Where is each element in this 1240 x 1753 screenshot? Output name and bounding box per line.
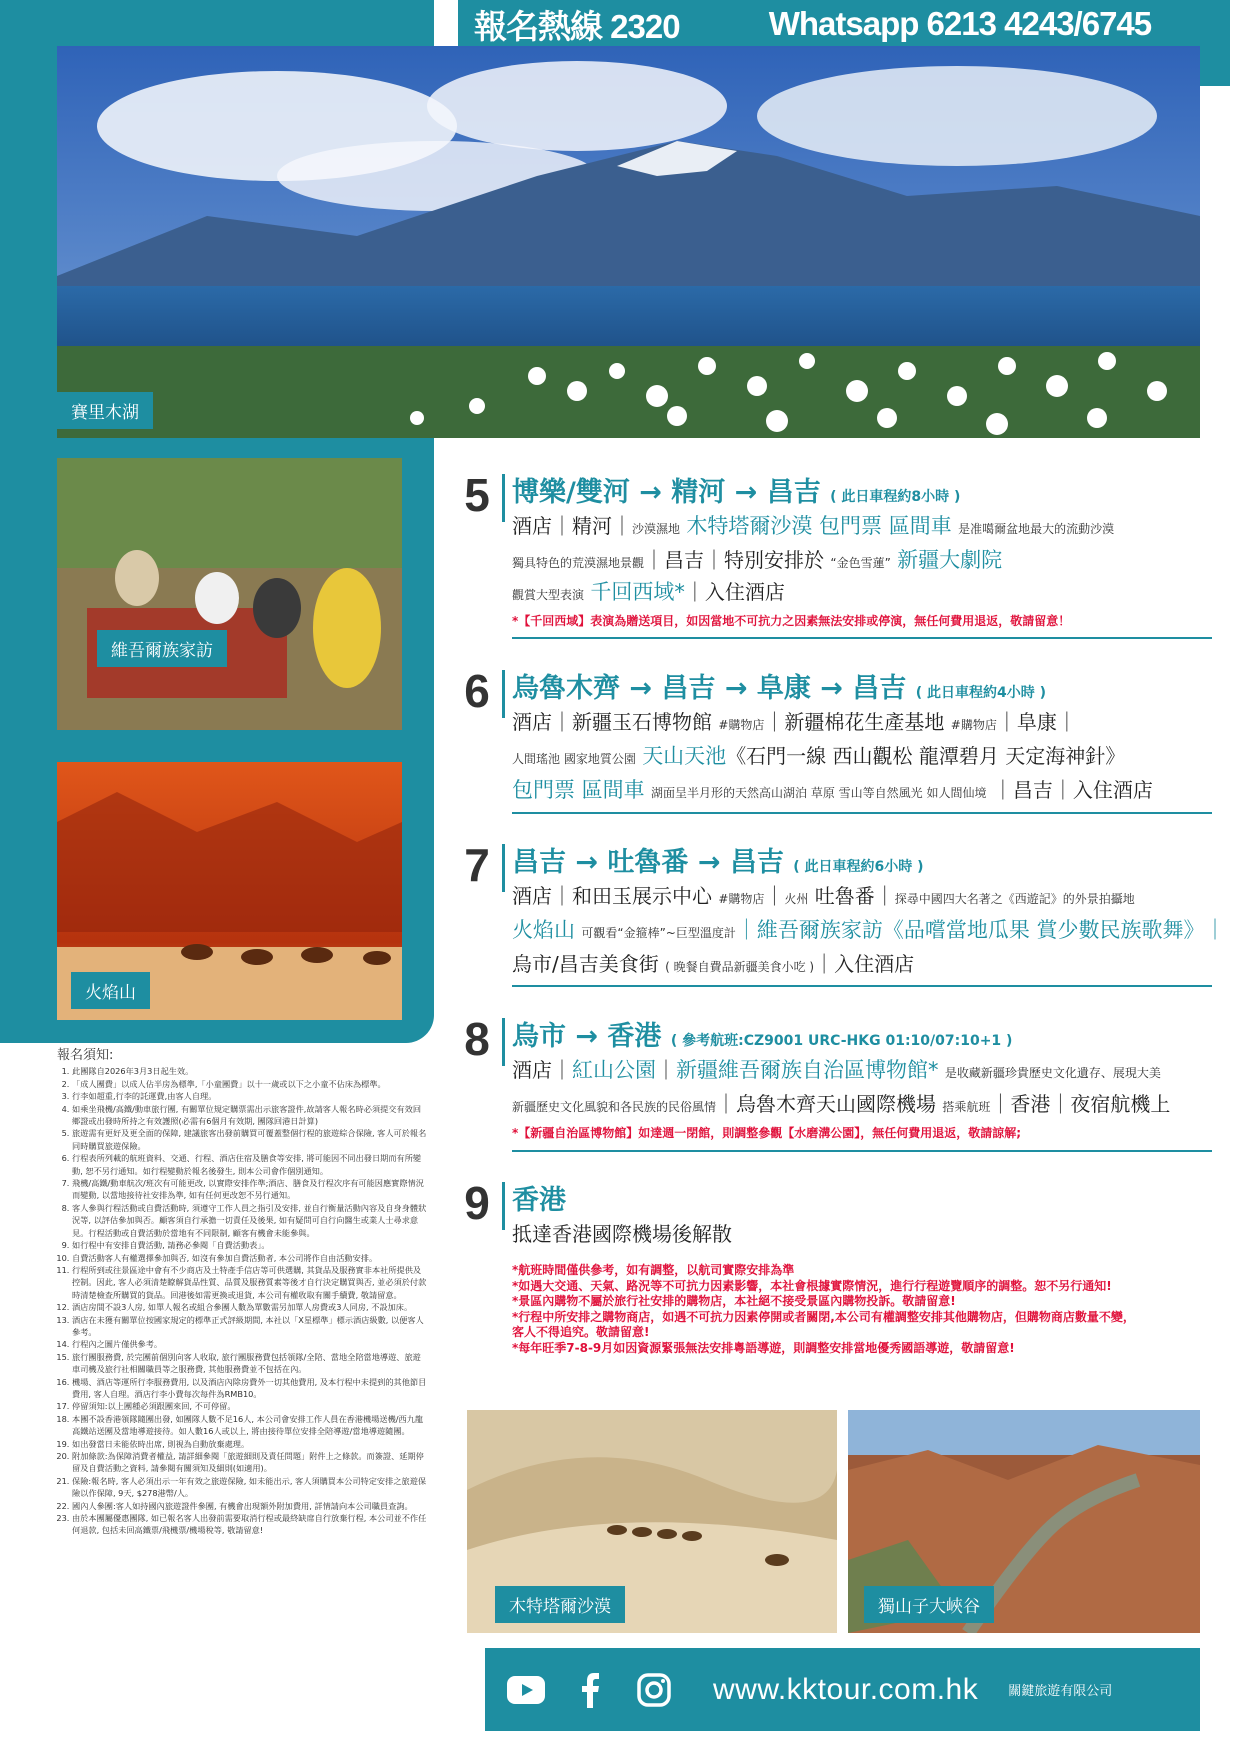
day-divider: [502, 1018, 505, 1066]
terms-list: [57, 1065, 429, 1536]
day-line-2: 人間瑤池 國家地質公園 天山天池《石門一線 西山觀松 龍潭碧月 天定海神針》: [512, 744, 1126, 768]
caption-desert: 木特塔爾沙漠: [495, 1586, 625, 1623]
instagram-icon[interactable]: [631, 1667, 677, 1713]
day-divider: [502, 1182, 505, 1230]
notice-line: *行程中所安排之購物商店，如遇不可抗力因素停開或者關閉,本公司有權調整安排其他購物店，但購物商店數量不變，: [512, 1309, 1135, 1324]
photo-flaming-mountains: [57, 762, 402, 1020]
terms-item: 4. 如乘坐飛機/高鐵/動車旅行團, 有關單位規定購票需出示旅客證件,故請客人報名時必須提交有效回鄉證或出發時所持之有效護照(必需有6個月有效期, 團隊回港日計算): [72, 1103, 429, 1128]
day-number: 8: [464, 1013, 490, 1065]
terms-item: 20. 附加條款:為保障消費者權益, 請詳細參閱「旅遊細則及責任問題」附件上之條款。而簽證、延期停留及自費活動之資料, 請參閱有關須知及細則(如適用)。: [72, 1450, 429, 1475]
terms-item: 17. 停留須知:以上團種必須跟團來回, 不可停留。: [72, 1400, 429, 1412]
family-illustration: [57, 458, 402, 730]
terms-item: 23. 由於本團屬優惠團隊, 如已報名客人出發前需要取消行程或最終缺席自行放棄行程, 本公司並不作任何退款, 包括未回高鐵票/飛機票/機場稅等, 敬請留意!: [72, 1512, 429, 1537]
terms-item: 21. 保險:報名時, 客人必須出示一年有效之旅遊保險, 如未能出示, 客人須購買本公司特定安排之旅遊保險以作保障, 9天, $278港幣/人。: [72, 1475, 429, 1500]
day-number: 7: [464, 839, 490, 891]
notice-line: 客人不得追究。敬請留意!: [512, 1325, 650, 1339]
notice-line: *航班時間僅供參考，如有調整，以航司實際安排為準: [512, 1263, 795, 1277]
terms-item: 8. 客人參與行程活動或自費活動時, 須遵守工作人員之指引及安排, 並自行衡量活動內容及自身身體狀況等, 以評估參加與否。顧客須自行承擔一切責任及後果, 如有疑問可自行向醫生或業人士尋求意見。行程活動或自費活動於當地有不同限制, 顧客有機會未能參與。: [72, 1202, 429, 1239]
facebook-icon[interactable]: [567, 1667, 613, 1713]
terms-item: 12. 酒店房間不設3人房, 如單人報名或組合參團人數為單數需另加單人房費或3人同房, 不設加床。: [72, 1301, 429, 1313]
day-line-1: 酒店｜精河｜沙漠濕地 木特塔爾沙漠 包門票 區間車 是准噶爾盆地最大的流動沙漠: [512, 514, 1115, 538]
caption-flame: 火焰山: [71, 972, 150, 1009]
notice-line: *如遇大交通、天氣、路況等不可抗力因素影響，本社會根據實際情況，進行行程遊覽順序的調整。恕不另行通知!: [512, 1278, 1112, 1293]
terms-item: 7. 飛機/高鐵/動車航次/班次有可能更改, 以實際安排作準;酒店、膳食及行程次序有可能因應實際情況而變動, 以當地接待社安排為準, 如有任何更改恕不另行通知。: [72, 1177, 429, 1202]
day-number: 6: [464, 665, 490, 717]
separator: [512, 1150, 1212, 1152]
day-line-1: 酒店｜和田玉展示中心 #購物店｜火州 吐魯番｜探尋中國四大名著之《西遊記》的外景拍攝地: [512, 884, 1135, 908]
day-divider: [502, 670, 505, 718]
day-line-1: 酒店｜新疆玉石博物館 #購物店｜新疆棉花生產基地 #購物店｜阜康｜: [512, 710, 1077, 734]
itinerary-day-6: [456, 664, 1208, 814]
photo-uyghur-family: [57, 458, 402, 730]
hotline-phone: 報名熱線 2320: [474, 7, 680, 45]
youtube-icon[interactable]: [503, 1667, 549, 1713]
day-line-3: 烏市/昌吉美食街 ( 晚餐自費品新疆美食小吃 )｜入住酒店: [512, 952, 915, 976]
terms-title: 報名須知:: [57, 1048, 114, 1063]
caption-hero: 賽里木湖: [57, 392, 153, 429]
hero-photo-sayram-lake: [57, 46, 1200, 438]
terms-item: 18. 本團不設香港領隊隨團出發, 如團隊人數不足16人, 本公司會安排工作人員在香港機場送機/西九龍高鐵站送團及當地導遊接待。如人數16人或以上, 將由接待單位安排全陪導遊/當地導遊隨團。: [72, 1413, 429, 1438]
registration-terms: [57, 1050, 429, 1537]
terms-item: 13. 酒店在未獲有關單位按國家規定的標準正式評級期間, 本社以「X星標準」標示酒店級數, 以便客人參考。: [72, 1314, 429, 1339]
day-note: *【新疆自治區博物館】如達週一閉館，則調整參觀【水磨溝公園】，無任何費用退返，敬請諒解;: [512, 1126, 1022, 1140]
lake-illustration: [57, 46, 1200, 438]
terms-item: 10. 自費活動客人有權選擇參加與否, 如沒有參加自費活動者, 本公司將作自由活動安排。: [72, 1252, 429, 1264]
terms-item: 1. 此團隊自2026年3月3日起生效。: [72, 1065, 429, 1077]
day-note: *【千回西域】表演為贈送項目，如因當地不可抗力之因素無法安排或停演，無任何費用退返，敬請留意！: [512, 614, 1071, 628]
day-route: 烏市 → 香港 ( 參考航班:CZ9001 URC-HKG 01:10/07:10+1 ): [512, 1021, 1013, 1052]
day-line-2: 獨具特色的荒漠濕地景觀｜昌吉｜特別安排於 “金色雪蓮” 新疆大劇院: [512, 548, 1003, 572]
day-line-2: 新疆歷史文化風貌和各民族的民俗風情｜烏魯木齊天山國際機場 搭乘航班｜香港｜夜宿航機上: [512, 1092, 1171, 1116]
day-line-1: 抵達香港國際機場後解散: [512, 1222, 732, 1246]
day-line-2: 火焰山 可觀看“金箍棒”~巨型溫度計｜維吾爾族家訪《品嚐當地瓜果 賞少數民族歌舞》｜: [512, 918, 1226, 942]
itinerary-day-9: [456, 1176, 1208, 1246]
hotline-whatsapp: Whatsapp 6213 4243/6745: [768, 5, 1152, 42]
caption-family: 維吾爾族家訪: [97, 630, 227, 667]
terms-item: 3. 行李如超重,行李的託運費,由客人自理。: [72, 1090, 429, 1102]
terms-item: 6. 行程表所列載的航班資料、交通、行程、酒店住宿及膳食等安排, 將可能因不同出發日期而有所變動, 恕不另行通知。如行程變動於報名後發生, 則本公司會作個別通知。: [72, 1152, 429, 1177]
day-number: 9: [464, 1177, 490, 1229]
terms-item: 11. 行程所到或往景區途中會有不少商店及土特產手信店等可供選購, 其貨品及服務實非本社所提供及控制。因此, 客人必須清楚瞭解貨品性質、品質及服務質素等後才自行決定購買與否, 並必須於付款時清楚檢查所購買的貨品。回港後如需更換或退貨, 本公司有權收取有關手續費, 敬請留意。: [72, 1264, 429, 1301]
website-link[interactable]: www.kktour.com.hk: [713, 1672, 979, 1706]
separator: [512, 637, 1212, 639]
day-route: 香港: [512, 1185, 566, 1216]
terms-item: 16. 機場、酒店等運所行李服務費用, 以及酒店內除房費外一切其他費用, 及本行程中未提到的其他節目費用, 客人自理。酒店行李小費每次每件為RMB10。: [72, 1376, 429, 1401]
red-notices: [512, 1263, 1202, 1356]
itinerary-day-5: [456, 468, 1208, 638]
day-line-3: 觀賞大型表演 千回西域*｜入住酒店: [512, 580, 785, 604]
terms-item: 5. 旅遊需有更好及更全面的保障, 建議旅客出發前購買可覆蓋整個行程的旅遊綜合保險, 客人可於報名同時購買旅遊保險。: [72, 1127, 429, 1152]
terms-item: 22. 國內人參團:客人如持國內旅遊證件參團, 有機會出現額外附加費用, 詳情請向本公司職員查詢。: [72, 1500, 429, 1512]
company-name: 關鍵旅遊有限公司: [1008, 1684, 1113, 1699]
notice-line: *景區內購物不屬於旅行社安排的購物店，本社絕不接受景區內購物投訴。敬請留意!: [512, 1294, 956, 1308]
day-line-3: 包門票 區間車 湖面呈半月形的天然高山湖泊 草原 雪山等自然風光 如人間仙境 ｜昌吉｜入住酒店: [512, 778, 1153, 802]
terms-item: 19. 如出發當日未能依時出席, 則視為自動放棄處理。: [72, 1438, 429, 1450]
notice-line: *每年旺季7-8-9月如因資源緊張無法安排粵語導遊，則調整安排當地優秀國語導遊，敬請留意!: [512, 1340, 1015, 1355]
day-number: 5: [464, 469, 490, 521]
itinerary-day-7: [456, 838, 1226, 988]
terms-item: 15. 旅行團服務費, 於完團前個別向客人收取, 旅行團服務費包括領隊/全陪、當地全陪當地導遊、旅遊車司機及旅行社相關職員等之服務費, 其他服務費並不包括在內。: [72, 1351, 429, 1376]
photo-canyon: [848, 1410, 1200, 1633]
terms-item: 14. 行程內之圖片僅供參考。: [72, 1338, 429, 1350]
caption-canyon: 獨山子大峽谷: [864, 1586, 994, 1623]
day-route: 博樂/雙河 → 精河 → 昌吉 ( 此日車程約8小時 ): [512, 477, 961, 508]
day-divider: [502, 474, 505, 522]
terms-item: 2. 「成人團費」以成人佔半房為標準,「小童團費」以十一歲或以下之小童不佔床為標準。: [72, 1078, 429, 1090]
day-line-1: 酒店｜紅山公園｜新疆維吾爾族自治區博物館* 是收藏新疆珍貴歷史文化遺存、展現大美: [512, 1058, 1161, 1082]
day-route: 昌吉 → 吐魯番 → 昌吉 ( 此日車程約6小時 ): [512, 847, 924, 878]
day-divider: [502, 844, 505, 892]
terms-item: 9. 如行程中有安排自費活動, 請務必參閱「自費活動表」。: [72, 1239, 429, 1251]
footer-bar: [485, 1648, 1200, 1731]
day-route: 烏魯木齊 → 昌吉 → 阜康 → 昌吉 ( 此日車程約4小時 ): [512, 673, 1046, 704]
photo-desert: [467, 1410, 837, 1633]
itinerary-day-8: [456, 1012, 1208, 1162]
separator: [512, 985, 1212, 987]
separator: [512, 812, 1212, 814]
